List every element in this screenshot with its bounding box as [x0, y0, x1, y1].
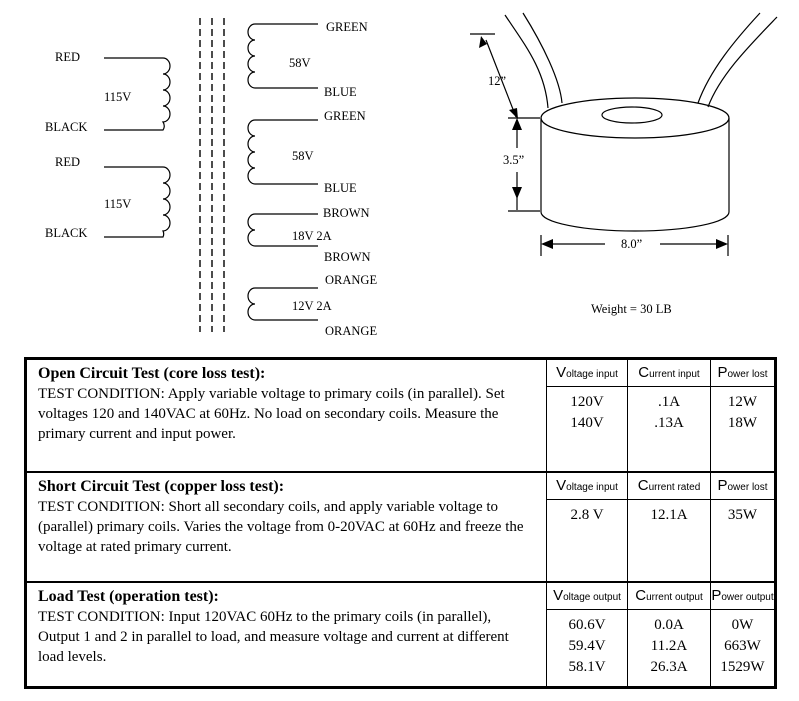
transformer-schematic — [45, 18, 377, 338]
test-description — [27, 360, 546, 471]
primary-2-voltage: 115V — [104, 197, 132, 211]
secondary-4-top-label: ORANGE — [325, 273, 378, 287]
test-description — [27, 473, 546, 581]
short-circuit-test-row — [27, 471, 774, 581]
open-circuit-test-row — [27, 360, 774, 471]
diameter-label: 8.0” — [621, 237, 643, 251]
primary-2-bottom-label: BLACK — [45, 226, 88, 240]
value-cell: 58.1V — [568, 659, 606, 675]
value-cell: 35W — [727, 507, 758, 523]
secondary-1-bottom-label: BLUE — [324, 85, 357, 99]
value-cell: .1A — [657, 394, 681, 410]
value-cell: 140V — [570, 415, 604, 431]
test-condition-text: TEST CONDITION: Input 120VAC 60Hz to the primary coils (in parallel), Output 1 and 2 in parallel to load, and measure voltage and current at different load levels. — [38, 609, 509, 665]
voltage-column — [546, 473, 627, 581]
column-header: Current rated — [628, 473, 710, 500]
power-column — [710, 583, 774, 686]
test-title: Open Circuit Test (core loss test): — [38, 365, 266, 382]
transformer-diagrams — [0, 0, 799, 350]
column-header: Voltage output — [547, 583, 627, 610]
secondary-coil-4 — [248, 273, 377, 338]
secondary-3-bottom-label: BROWN — [324, 250, 371, 264]
column-header: Power lost — [711, 473, 774, 500]
power-column — [710, 360, 774, 471]
secondary-1-voltage: 58V — [289, 56, 311, 70]
secondary-1-top-label: GREEN — [326, 20, 368, 34]
test-condition-text: TEST CONDITION: Short all secondary coils, and apply variable voltage to (parallel) primary coils. Varies the voltage from 0-20VAC at 60Hz and freeze the voltage at rated primary current. — [38, 499, 524, 555]
secondary-3-top-label: BROWN — [323, 206, 370, 220]
value-cell: 663W — [724, 638, 761, 654]
value-cell: 0.0A — [654, 617, 684, 633]
secondary-2-voltage: 58V — [292, 149, 314, 163]
secondary-3-rating: 18V 2A — [292, 229, 332, 243]
weight-label: Weight = 30 LB — [591, 302, 672, 316]
column-header: Voltage input — [547, 473, 627, 500]
value-cell: 12W — [727, 394, 758, 410]
value-cell: 59.4V — [568, 638, 606, 654]
secondary-coil-3 — [248, 206, 371, 264]
height-label: 3.5” — [503, 153, 525, 167]
test-results-table — [24, 357, 777, 689]
test-title: Short Circuit Test (copper loss test): — [38, 478, 285, 495]
lead-length-label: 12” — [488, 74, 507, 88]
current-column — [627, 360, 710, 471]
load-test-row — [27, 581, 774, 686]
primary-1-bottom-label: BLACK — [45, 120, 88, 134]
power-column — [710, 473, 774, 581]
value-cell: 0W — [731, 617, 754, 633]
primary-2-top-label: RED — [55, 155, 80, 169]
secondary-4-bottom-label: ORANGE — [325, 324, 378, 338]
column-header: Power lost — [711, 360, 774, 387]
primary-1-top-label: RED — [55, 50, 80, 64]
secondary-4-rating: 12V 2A — [292, 299, 332, 313]
secondary-2-top-label: GREEN — [324, 109, 366, 123]
column-header: Current output — [628, 583, 710, 610]
primary-coil-2 — [45, 155, 170, 240]
value-cell: 120V — [570, 394, 604, 410]
value-cell: .13A — [654, 415, 684, 431]
voltage-column — [546, 583, 627, 686]
test-title: Load Test (operation test): — [38, 588, 219, 605]
value-cell: 11.2A — [650, 638, 688, 654]
secondary-coil-1 — [248, 20, 368, 99]
column-header: Voltage input — [547, 360, 627, 387]
current-column — [627, 583, 710, 686]
value-cell: 1529W — [720, 659, 765, 675]
value-cell: 12.1A — [650, 507, 688, 523]
secondary-coil-2 — [248, 109, 366, 195]
secondary-2-bottom-label: BLUE — [324, 181, 357, 195]
value-cell: 2.8 V — [570, 507, 604, 523]
voltage-column — [546, 360, 627, 471]
primary-1-voltage: 115V — [104, 90, 132, 104]
value-cell: 60.6V — [568, 617, 606, 633]
current-column — [627, 473, 710, 581]
value-cell: 26.3A — [650, 659, 688, 675]
primary-coil-1 — [45, 50, 170, 134]
value-cell: 18W — [727, 415, 758, 431]
column-header: Current input — [628, 360, 710, 387]
test-description — [27, 583, 546, 686]
column-header: Power output — [711, 583, 774, 610]
test-condition-text: TEST CONDITION: Apply variable voltage to primary coils (in parallel). Set voltages 120 and 140VAC at 60Hz. No load on secondary coils. Measure the primary current and input power. — [38, 386, 505, 442]
toroid-drawing — [470, 13, 777, 316]
